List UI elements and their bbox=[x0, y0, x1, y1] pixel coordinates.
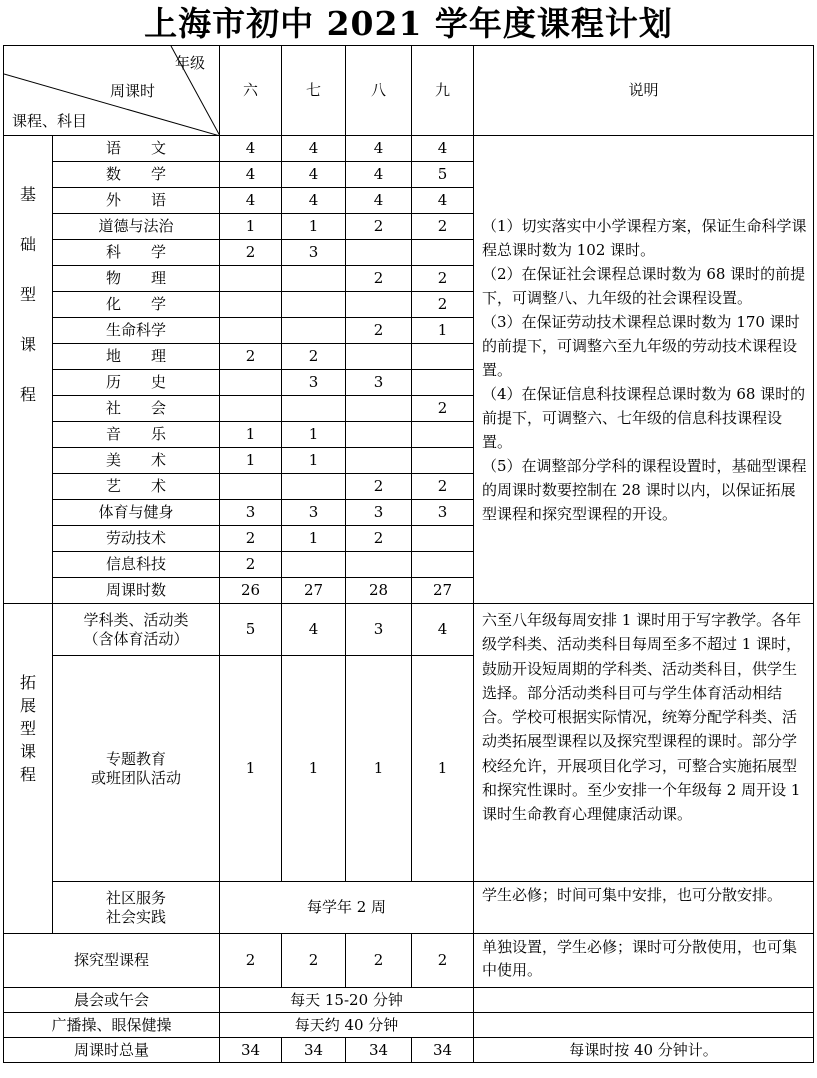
table-row bbox=[4, 934, 814, 988]
hours-cell: 2 bbox=[220, 552, 282, 578]
hours-cell: 2 bbox=[412, 934, 474, 988]
hours-cell: 4 bbox=[220, 188, 282, 214]
exercise-label: 广播操、眼保健操 bbox=[4, 1013, 220, 1038]
hours-cell: 2 bbox=[412, 292, 474, 318]
hours-cell: 4 bbox=[282, 162, 346, 188]
hours-cell bbox=[282, 266, 346, 292]
hours-cell: 4 bbox=[220, 136, 282, 162]
hours-cell bbox=[346, 240, 412, 266]
hours-cell: 2 bbox=[220, 344, 282, 370]
hours-cell bbox=[346, 292, 412, 318]
grand-total-note: 每课时按 40 分钟计。 bbox=[474, 1038, 814, 1063]
hours-cell bbox=[220, 292, 282, 318]
hours-cell bbox=[412, 344, 474, 370]
diagonal-header-cell bbox=[4, 46, 220, 136]
hours-cell: 27 bbox=[412, 578, 474, 604]
hours-cell: 5 bbox=[220, 604, 282, 656]
subject-name: 专题教育 或班团队活动 bbox=[53, 656, 220, 882]
hours-cell: 1 bbox=[220, 656, 282, 882]
course-label: 课程、科目 bbox=[12, 112, 88, 130]
notes-header: 说明 bbox=[474, 46, 814, 136]
basic-course-notes: （1）切实落实中小学课程方案，保证生命科学课程总课时数为 102 课时。 （2）在保证社会课程总课时数为 68 课时的前提下，可调整八、九年级的社会课程设置。 （3）在保证劳动技术课程总课时数为 170 课时的前提下，可调整六至九年级的劳动技术课程设置。 （4）在保证信息科技课程总课时数为 68 课时的前提下，可调整六、七年级的信息科技课程设置。 （5）在调整部分学科的课程设置时，基础型课程的周课时数要控制在 28 课时以内，以保证拓展型课程和探究型课程的开设。 bbox=[474, 136, 814, 604]
page-title: 上海市初中 2021 学年度课程计划 bbox=[144, 4, 673, 43]
hours-cell: 1 bbox=[346, 656, 412, 882]
subject-name: 社 会 bbox=[53, 396, 220, 422]
hours-cell bbox=[220, 474, 282, 500]
hours-cell: 1 bbox=[282, 422, 346, 448]
hours-cell bbox=[282, 292, 346, 318]
hours-cell: 4 bbox=[346, 162, 412, 188]
morning-note bbox=[474, 988, 814, 1013]
subject-name: 信息科技 bbox=[53, 552, 220, 578]
grand-total-row bbox=[4, 1038, 814, 1063]
inquiry-course-label: 探究型课程 bbox=[4, 934, 220, 988]
hours-cell bbox=[282, 318, 346, 344]
weekly-hours-label: 周课时 bbox=[110, 82, 156, 100]
curriculum-table bbox=[3, 45, 814, 1063]
hours-cell: 每天 15-20 分钟 bbox=[220, 988, 474, 1013]
hours-cell bbox=[412, 448, 474, 474]
hours-cell: 34 bbox=[412, 1038, 474, 1063]
exercise-note bbox=[474, 1013, 814, 1038]
hours-cell: 每学年 2 周 bbox=[220, 882, 474, 934]
subject-name: 体育与健身 bbox=[53, 500, 220, 526]
hours-cell: 1 bbox=[282, 214, 346, 240]
hours-cell: 1 bbox=[282, 656, 346, 882]
grade-7-header: 七 bbox=[282, 46, 346, 136]
subject-name: 艺 术 bbox=[53, 474, 220, 500]
hours-cell bbox=[412, 552, 474, 578]
hours-cell bbox=[412, 526, 474, 552]
hours-cell bbox=[346, 396, 412, 422]
hours-cell: 2 bbox=[282, 344, 346, 370]
hours-cell: 28 bbox=[346, 578, 412, 604]
subject-name: 周课时数 bbox=[53, 578, 220, 604]
extended-course-category: 拓 展 型 课 程 bbox=[4, 604, 53, 934]
hours-cell: 3 bbox=[282, 240, 346, 266]
grand-total-label: 周课时总量 bbox=[4, 1038, 220, 1063]
hours-cell bbox=[412, 370, 474, 396]
hours-cell: 2 bbox=[346, 214, 412, 240]
grade-9-header: 九 bbox=[412, 46, 474, 136]
basic-course-category: 基 础 型 课 程 bbox=[4, 136, 53, 604]
extended-course-notes: 六至八年级每周安排 1 课时用于写字教学。各年级学科类、活动类科目每周至多不超过 1 课时，鼓励开设短周期的学科类、活动类科目，供学生选择。部分活动类科目可与学生体育活动相结合。学校可根据实际情况，统筹分配学科类、活动类拓展型课程以及探究型课程的课时。部分学校经允许，开展项目化学习，可整合实施拓展型和探究性课时。至少安排一个年级每 2 周开设 1 课时生命教育心理健康活动课。 bbox=[474, 604, 814, 882]
hours-cell bbox=[220, 266, 282, 292]
subject-name: 科 学 bbox=[53, 240, 220, 266]
hours-cell bbox=[346, 422, 412, 448]
hours-cell bbox=[282, 396, 346, 422]
hours-cell: 4 bbox=[346, 136, 412, 162]
subject-name: 物 理 bbox=[53, 266, 220, 292]
hours-cell: 2 bbox=[346, 266, 412, 292]
subject-name: 美 术 bbox=[53, 448, 220, 474]
subject-name: 音 乐 bbox=[53, 422, 220, 448]
hours-cell bbox=[220, 396, 282, 422]
hours-cell bbox=[282, 552, 346, 578]
hours-cell: 2 bbox=[282, 934, 346, 988]
hours-cell: 3 bbox=[346, 604, 412, 656]
hours-cell: 2 bbox=[346, 934, 412, 988]
hours-cell: 2 bbox=[412, 474, 474, 500]
subject-name: 劳动技术 bbox=[53, 526, 220, 552]
hours-cell: 2 bbox=[412, 214, 474, 240]
hours-cell: 2 bbox=[220, 526, 282, 552]
hours-cell: 1 bbox=[220, 214, 282, 240]
morning-meeting-label: 晨会或午会 bbox=[4, 988, 220, 1013]
hours-cell: 4 bbox=[282, 136, 346, 162]
hours-cell bbox=[220, 370, 282, 396]
subject-name: 地 理 bbox=[53, 344, 220, 370]
hours-cell bbox=[412, 422, 474, 448]
hours-cell: 34 bbox=[346, 1038, 412, 1063]
subject-name: 学科类、活动类 （含体育活动） bbox=[53, 604, 220, 656]
table-row bbox=[4, 988, 814, 1013]
hours-cell: 3 bbox=[346, 370, 412, 396]
table-row bbox=[4, 882, 814, 934]
hours-cell: 4 bbox=[282, 604, 346, 656]
inquiry-note: 单独设置，学生必修；课时可分散使用，也可集中使用。 bbox=[474, 934, 814, 988]
hours-cell: 2 bbox=[346, 318, 412, 344]
hours-cell: 4 bbox=[282, 188, 346, 214]
hours-cell: 2 bbox=[412, 396, 474, 422]
hours-cell: 3 bbox=[282, 370, 346, 396]
hours-cell: 1 bbox=[412, 318, 474, 344]
hours-cell bbox=[282, 474, 346, 500]
subject-name: 道德与法治 bbox=[53, 214, 220, 240]
community-service-note: 学生必修；时间可集中安排，也可分散安排。 bbox=[474, 882, 814, 934]
table-row bbox=[4, 136, 814, 162]
hours-cell: 4 bbox=[220, 162, 282, 188]
hours-cell: 27 bbox=[282, 578, 346, 604]
hours-cell bbox=[346, 448, 412, 474]
hours-cell bbox=[346, 552, 412, 578]
hours-cell: 2 bbox=[220, 240, 282, 266]
hours-cell: 34 bbox=[220, 1038, 282, 1063]
subject-name: 语 文 bbox=[53, 136, 220, 162]
grade-8-header: 八 bbox=[346, 46, 412, 136]
hours-cell: 2 bbox=[346, 526, 412, 552]
header-row bbox=[4, 46, 814, 136]
hours-cell: 每天约 40 分钟 bbox=[220, 1013, 474, 1038]
hours-cell: 34 bbox=[282, 1038, 346, 1063]
subject-name: 数 学 bbox=[53, 162, 220, 188]
hours-cell: 1 bbox=[282, 448, 346, 474]
table-row bbox=[4, 604, 814, 656]
hours-cell: 4 bbox=[412, 188, 474, 214]
hours-cell: 3 bbox=[346, 500, 412, 526]
subject-name: 外 语 bbox=[53, 188, 220, 214]
hours-cell: 26 bbox=[220, 578, 282, 604]
subject-name: 生命科学 bbox=[53, 318, 220, 344]
subject-name: 社区服务 社会实践 bbox=[53, 882, 220, 934]
hours-cell bbox=[346, 344, 412, 370]
hours-cell: 3 bbox=[220, 500, 282, 526]
subject-name: 化 学 bbox=[53, 292, 220, 318]
hours-cell: 3 bbox=[412, 500, 474, 526]
hours-cell: 4 bbox=[346, 188, 412, 214]
hours-cell: 4 bbox=[412, 136, 474, 162]
hours-cell: 2 bbox=[220, 934, 282, 988]
subject-name: 历 史 bbox=[53, 370, 220, 396]
hours-cell: 2 bbox=[346, 474, 412, 500]
table-row bbox=[4, 1013, 814, 1038]
hours-cell bbox=[220, 318, 282, 344]
hours-cell: 4 bbox=[412, 604, 474, 656]
hours-cell: 1 bbox=[220, 422, 282, 448]
hours-cell: 3 bbox=[282, 500, 346, 526]
hours-cell: 1 bbox=[220, 448, 282, 474]
hours-cell bbox=[412, 240, 474, 266]
hours-cell: 5 bbox=[412, 162, 474, 188]
grade-label: 年级 bbox=[174, 54, 205, 72]
hours-cell: 2 bbox=[412, 266, 474, 292]
hours-cell: 1 bbox=[282, 526, 346, 552]
grade-6-header: 六 bbox=[220, 46, 282, 136]
hours-cell: 1 bbox=[412, 656, 474, 882]
